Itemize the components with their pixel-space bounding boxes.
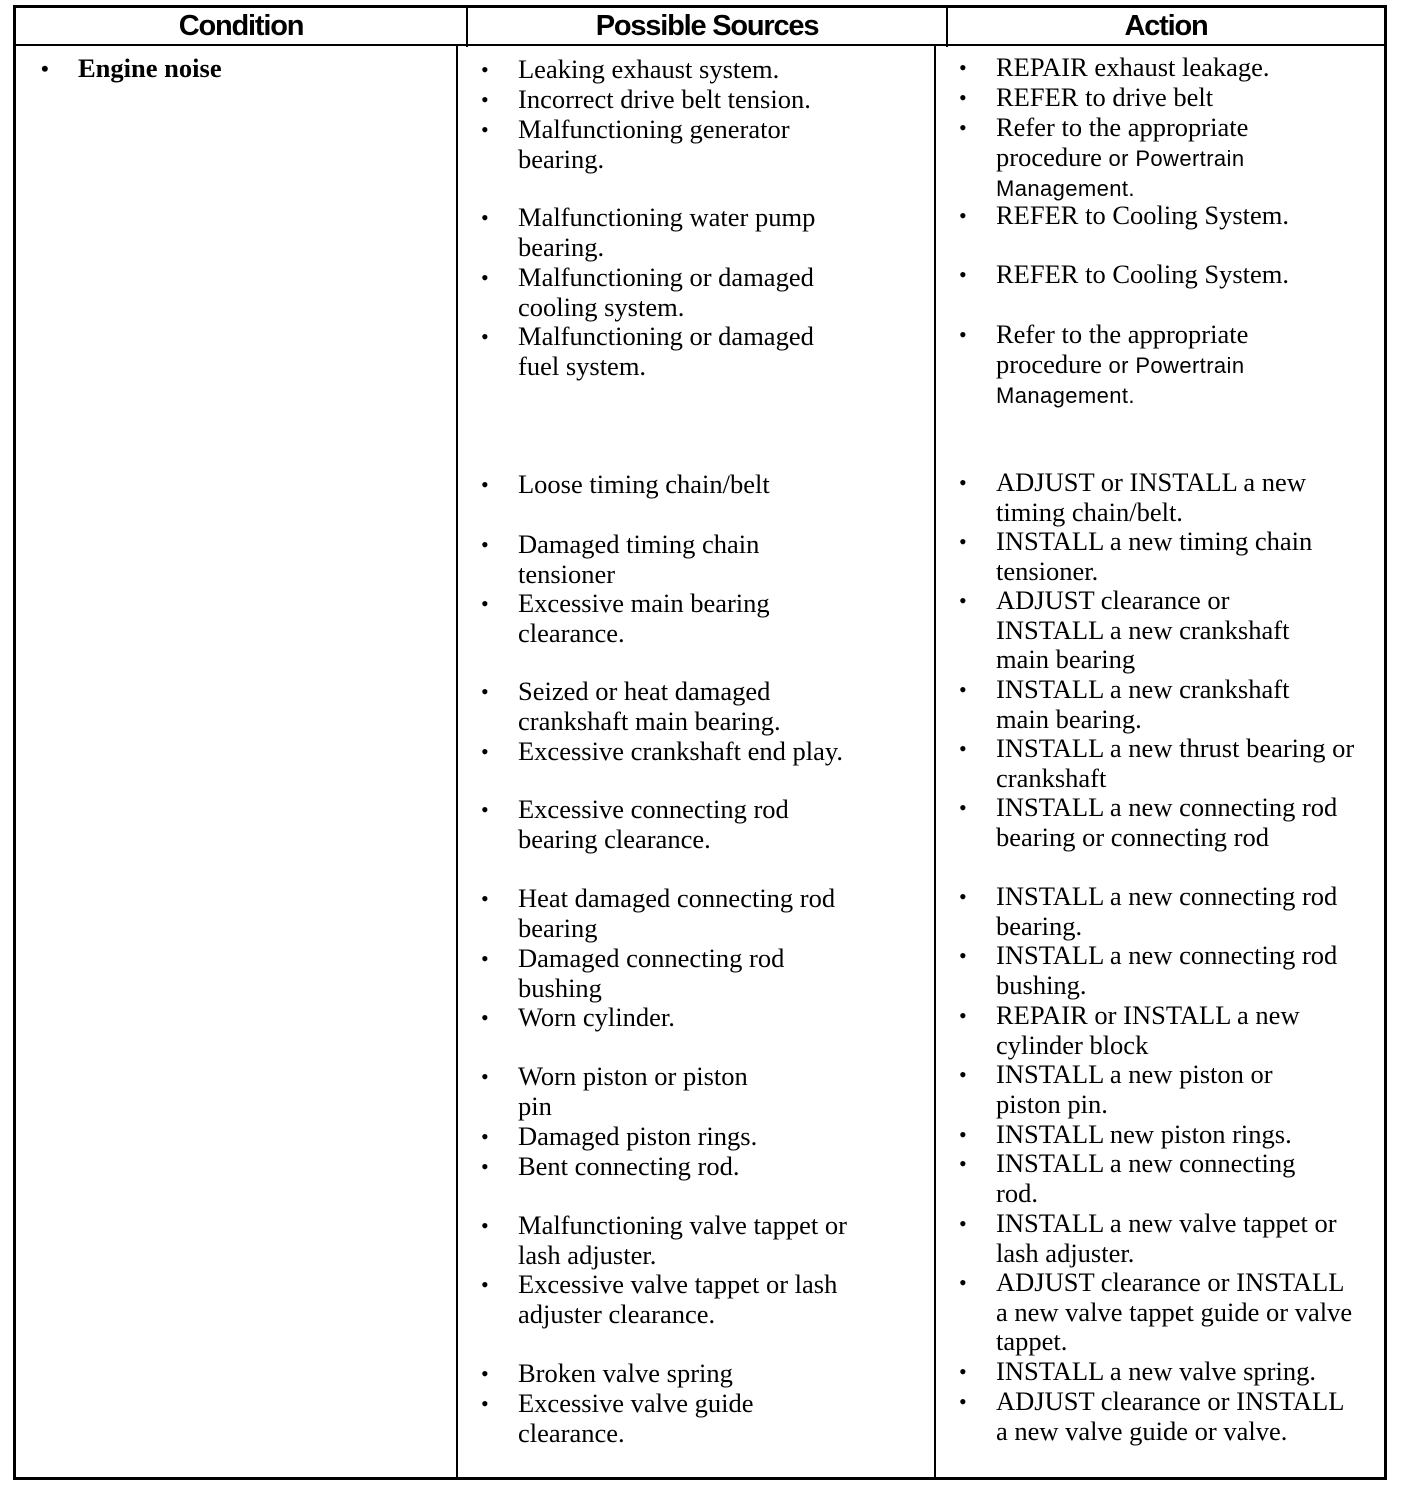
action-text	[996, 468, 1356, 527]
action-item	[959, 526, 1366, 586]
action-main-text: INSTALL a new piston or piston pin.	[996, 1059, 1273, 1119]
action-item	[959, 940, 1341, 1000]
action-main-text: INSTALL a new connecting rod bearing or connecting rod	[996, 792, 1338, 852]
bullet-icon: •	[481, 1391, 489, 1416]
bullet-icon: •	[959, 529, 967, 554]
action-text	[996, 1268, 1356, 1357]
action-text	[996, 1149, 1341, 1208]
source-item	[481, 529, 800, 589]
source-item	[481, 321, 858, 381]
source-text: Malfunctioning generator bearing.	[518, 114, 790, 174]
source-item	[481, 1151, 898, 1182]
bullet-icon: •	[481, 1005, 489, 1030]
bullet-icon: •	[959, 1389, 967, 1414]
bullet-icon: •	[959, 677, 967, 702]
action-text	[996, 793, 1346, 852]
source-item	[481, 1269, 878, 1329]
action-main-text: ADJUST clearance or INSTALL a new valve tappet guide or valve tappet.	[996, 1267, 1353, 1357]
action-item	[959, 319, 1306, 411]
action-text	[996, 113, 1306, 204]
bullet-icon: •	[481, 324, 489, 349]
bullet-icon: •	[959, 85, 967, 110]
action-text	[996, 586, 1336, 675]
bullet-icon: •	[959, 1151, 967, 1176]
bullet-icon: •	[959, 262, 967, 287]
action-text	[996, 320, 1306, 411]
action-main-text: INSTALL a new connecting rod bearing.	[996, 881, 1338, 941]
bullet-icon: •	[959, 115, 967, 140]
action-text	[996, 1120, 1366, 1150]
action-item	[959, 1356, 1366, 1387]
action-reference-text: or Powertrain Management.	[996, 352, 1245, 409]
bullet-icon: •	[481, 532, 489, 557]
source-item	[481, 1002, 898, 1033]
source-text: Broken valve spring	[518, 1358, 733, 1388]
action-main-text: INSTALL a new connecting rod.	[996, 1148, 1296, 1208]
source-text: Malfunctioning valve tappet or lash adjuster.	[518, 1210, 847, 1270]
source-item	[481, 1061, 780, 1121]
bullet-icon: •	[481, 1272, 489, 1297]
source-text: Seized or heat damaged crankshaft main bearing.	[518, 676, 781, 736]
source-text: Incorrect drive belt tension.	[518, 84, 811, 114]
action-text	[996, 675, 1336, 734]
bullet-icon: •	[481, 1064, 489, 1089]
action-item	[959, 200, 1366, 231]
header-divider	[13, 44, 1387, 46]
source-item	[481, 736, 898, 767]
bullet-icon: •	[959, 1211, 967, 1236]
bullet-icon: •	[481, 1154, 489, 1179]
bullet-icon: •	[481, 265, 489, 290]
action-main-text: REPAIR or INSTALL a new cylinder block	[996, 1000, 1300, 1060]
source-item	[481, 84, 898, 115]
action-text	[996, 1001, 1341, 1060]
bullet-icon: •	[481, 886, 489, 911]
action-item	[959, 1119, 1366, 1150]
source-text: Excessive valve guide clearance.	[518, 1388, 754, 1448]
action-text	[996, 1060, 1316, 1119]
bullet-icon: •	[481, 1213, 489, 1238]
action-main-text: INSTALL a new valve tappet or lash adjuster.	[996, 1208, 1337, 1268]
action-item	[959, 467, 1356, 527]
source-text: Damaged connecting rod bushing	[518, 943, 785, 1003]
action-reference-text: Cooling System.	[1112, 200, 1290, 230]
action-main-text: REPAIR exhaust leakage.	[996, 52, 1270, 82]
source-item	[481, 469, 898, 500]
source-item	[481, 588, 808, 648]
action-main-text: Refer to the appropriate procedure	[996, 112, 1249, 172]
source-text: Damaged timing chain tensioner	[518, 529, 760, 589]
bullet-icon: •	[481, 739, 489, 764]
action-text	[996, 83, 1366, 113]
source-item	[481, 794, 828, 854]
action-text	[996, 941, 1341, 1000]
action-text	[996, 527, 1366, 586]
source-item	[481, 1358, 898, 1389]
action-reference-text: Cooling System.	[1112, 259, 1290, 289]
bullet-icon: •	[481, 117, 489, 142]
action-item	[959, 1148, 1341, 1208]
action-text	[996, 734, 1376, 793]
bullet-icon: •	[959, 1003, 967, 1028]
source-text: Malfunctioning or damaged cooling system.	[518, 262, 814, 322]
source-text: Leaking exhaust system.	[518, 54, 780, 84]
action-main-text: ADJUST clearance or INSTALL a new crankshaft main bearing	[996, 585, 1290, 675]
source-item	[481, 1388, 788, 1448]
bullet-icon: •	[959, 736, 967, 761]
header-possible-sources: Possible Sources	[595, 10, 819, 42]
action-text	[996, 882, 1341, 941]
action-main-text: INSTALL a new thrust bearing or crankshaft	[996, 733, 1355, 793]
source-text: Bent connecting rod.	[518, 1151, 740, 1181]
bullet-icon: •	[959, 943, 967, 968]
bullet-icon: •	[481, 1124, 489, 1149]
condition-item	[41, 53, 448, 84]
action-main-text: INSTALL a new timing chain tensioner.	[996, 526, 1313, 586]
action-text	[996, 53, 1366, 83]
action-item	[959, 733, 1376, 793]
action-main-text: INSTALL a new crankshaft main bearing.	[996, 674, 1290, 734]
action-text	[996, 1209, 1356, 1268]
bullet-icon: •	[959, 470, 967, 495]
action-main-text: Refer to the appropriate procedure	[996, 319, 1249, 379]
bullet-icon: •	[959, 203, 967, 228]
action-main-text: INSTALL new piston rings.	[996, 1119, 1292, 1149]
bullet-icon: •	[481, 591, 489, 616]
source-text: Excessive valve tappet or lash adjuster clearance.	[518, 1269, 838, 1329]
action-item	[959, 112, 1306, 204]
source-text: Excessive connecting rod bearing clearance.	[518, 794, 789, 854]
source-text: Heat damaged connecting rod bearing	[518, 883, 836, 943]
bullet-icon: •	[481, 1361, 489, 1386]
bullet-icon: •	[959, 1062, 967, 1087]
bullet-icon: •	[959, 1359, 967, 1384]
action-text	[996, 260, 1366, 290]
header-condition: Condition	[178, 10, 304, 42]
action-main-text: INSTALL a new connecting rod bushing.	[996, 940, 1338, 1000]
bullet-icon: •	[959, 55, 967, 80]
source-item	[481, 676, 818, 736]
header-action: Action	[1124, 10, 1208, 42]
action-text	[996, 1357, 1366, 1387]
column-divider-2-body	[934, 45, 936, 1480]
action-main-text: REFER to drive belt	[996, 82, 1214, 112]
action-item	[959, 1208, 1356, 1268]
condition-text: Engine noise	[78, 53, 222, 83]
action-item	[959, 1267, 1356, 1357]
action-main-text: REFER to	[996, 259, 1113, 289]
source-item	[481, 1210, 858, 1270]
bullet-icon: •	[481, 205, 489, 230]
action-item	[959, 259, 1366, 290]
source-item	[481, 202, 858, 262]
action-main-text: INSTALL a new valve spring.	[996, 1356, 1316, 1386]
bullet-icon: •	[959, 588, 967, 613]
bullet-icon: •	[959, 1270, 967, 1295]
action-main-text: ADJUST clearance or INSTALL a new valve guide or valve.	[996, 1386, 1344, 1446]
column-divider-1-body	[456, 45, 458, 1480]
source-text: Damaged piston rings.	[518, 1121, 758, 1151]
source-text: Malfunctioning water pump bearing.	[518, 202, 816, 262]
source-text: Loose timing chain/belt	[518, 469, 770, 499]
source-text: Excessive crankshaft end play.	[518, 736, 843, 766]
action-item	[959, 674, 1336, 734]
source-text: Worn piston or piston pin	[518, 1061, 748, 1121]
bullet-icon: •	[481, 946, 489, 971]
source-item	[481, 1121, 898, 1152]
action-main-text: REFER to	[996, 200, 1113, 230]
source-item	[481, 883, 878, 943]
bullet-icon: •	[959, 884, 967, 909]
action-main-text: ADJUST or INSTALL a new timing chain/belt.	[996, 467, 1306, 527]
action-text	[996, 1387, 1346, 1446]
action-item	[959, 1386, 1346, 1446]
source-item	[481, 262, 858, 322]
action-item	[959, 52, 1366, 83]
bullet-icon: •	[481, 57, 489, 82]
action-item	[959, 881, 1341, 941]
bullet-icon: •	[959, 795, 967, 820]
bullet-icon: •	[41, 56, 49, 81]
bullet-icon: •	[959, 1122, 967, 1147]
action-item	[959, 792, 1346, 852]
action-reference-text: or Powertrain Management.	[996, 145, 1245, 202]
bullet-icon: •	[481, 87, 489, 112]
bullet-icon: •	[481, 679, 489, 704]
source-item	[481, 114, 830, 174]
action-item	[959, 1059, 1316, 1119]
action-item	[959, 1000, 1341, 1060]
source-item	[481, 54, 898, 85]
source-item	[481, 943, 818, 1003]
bullet-icon: •	[959, 322, 967, 347]
source-text: Worn cylinder.	[518, 1002, 675, 1032]
action-item	[959, 585, 1336, 675]
bullet-icon: •	[481, 472, 489, 497]
action-item	[959, 82, 1366, 113]
source-text: Excessive main bearing clearance.	[518, 588, 770, 648]
action-text	[996, 201, 1366, 231]
source-text: Malfunctioning or damaged fuel system.	[518, 321, 814, 381]
bullet-icon: •	[481, 797, 489, 822]
